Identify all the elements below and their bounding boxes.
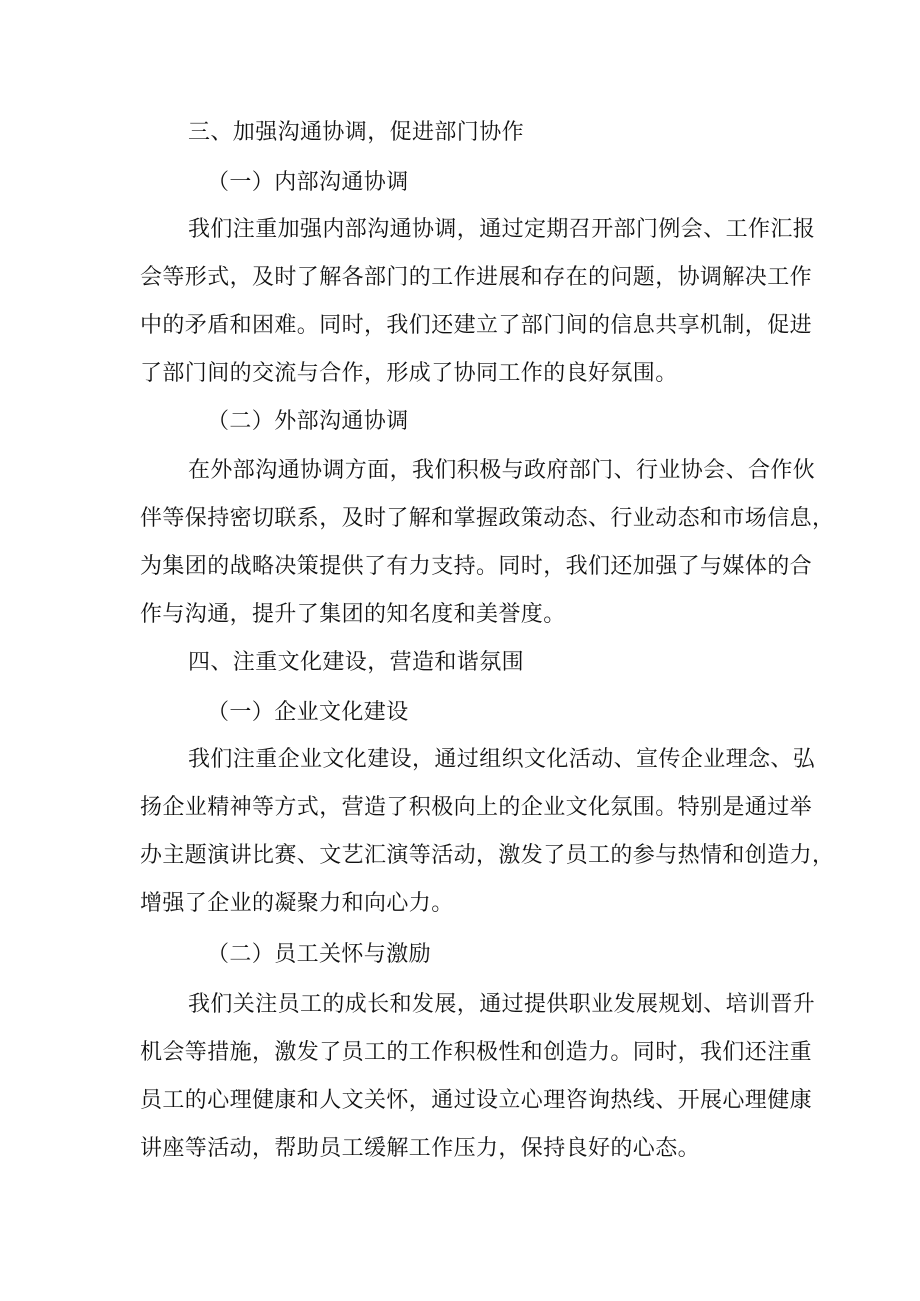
paragraph-line: 在外部沟通协调方面，我们积极与政府部门、行业协会、合作伙: [188, 458, 816, 483]
paragraph-line: 我们关注员工的成长和发展，通过提供职业发展规划、培训晋升: [188, 992, 816, 1017]
subsection-title-3-1: （一）内部沟通协调: [207, 170, 409, 195]
subsection-title-4-1: （一）企业文化建设: [207, 700, 409, 725]
paragraph-line: 为集团的战略决策提供了有力支持。同时，我们还加强了与媒体的合: [140, 554, 813, 579]
paragraph-line: 讲座等活动，帮助员工缓解工作压力，保持良好的心态。: [140, 1136, 701, 1161]
paragraph-line: 机会等措施，激发了员工的工作积极性和创造力。同时，我们还注重: [140, 1040, 813, 1065]
paragraph-line: 作与沟通，提升了集团的知名度和美誉度。: [140, 602, 566, 627]
section-heading-4: 四、注重文化建设，营造和谐氛围: [188, 650, 525, 675]
paragraph-line: 增强了企业的凝聚力和向心力。: [140, 891, 454, 916]
section-heading-3: 三、加强沟通协调，促进部门协作: [188, 120, 525, 145]
paragraph-line: 办主题演讲比赛、文艺汇演等活动，激发了员工的参与热情和创造力，: [140, 843, 835, 868]
subsection-title-4-2: （二）员工关怀与激励: [207, 942, 432, 967]
paragraph-line: 我们注重企业文化建设，通过组织文化活动、宣传企业理念、弘: [188, 747, 816, 772]
paragraph-line: 中的矛盾和困难。同时，我们还建立了部门间的信息共享机制，促进: [140, 313, 813, 338]
paragraph-line: 了部门间的交流与合作，形成了协同工作的良好氛围。: [140, 361, 678, 386]
paragraph-line: 扬企业精神等方式，营造了积极向上的企业文化氛围。特别是通过举: [140, 795, 813, 820]
paragraph-line: 伴等保持密切联系，及时了解和掌握政策动态、行业动态和市场信息，: [140, 506, 835, 531]
paragraph-line: 员工的心理健康和人文关怀，通过设立心理咨询热线、开展心理健康: [140, 1088, 813, 1113]
subsection-title-3-2: （二）外部沟通协调: [207, 409, 409, 434]
paragraph-line: 我们注重加强内部沟通协调，通过定期召开部门例会、工作汇报: [188, 217, 816, 242]
paragraph-line: 会等形式，及时了解各部门的工作进展和存在的问题，协调解决工作: [140, 265, 813, 290]
